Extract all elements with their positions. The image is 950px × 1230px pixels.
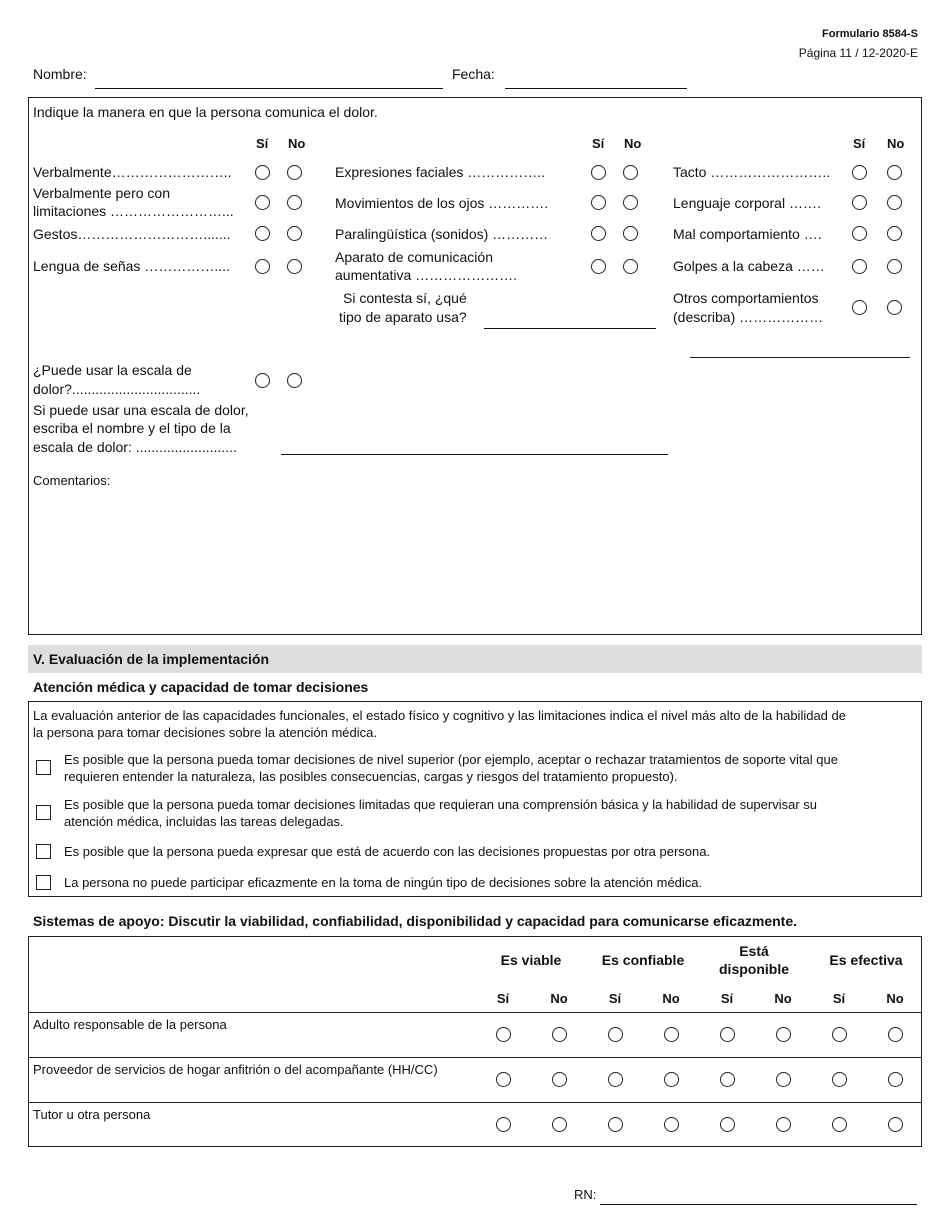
section-v-subtitle: Atención médica y capacidad de tomar decisiones [33, 679, 369, 695]
col-group-reliable: Es confiable [601, 952, 685, 968]
pain-item-label: Tacto …………………….. [673, 164, 831, 180]
body-language-yes-radio[interactable] [852, 195, 867, 210]
pain-item-label: Aparato de comunicación [335, 249, 493, 265]
col2-no-header: No [624, 136, 642, 151]
reliable-yes-header: Sí [608, 991, 622, 1006]
table-divider [28, 1057, 922, 1058]
pain-item-label-2: (describa) ……………… [673, 309, 824, 325]
row1-effective-yes-radio[interactable] [832, 1027, 847, 1042]
other-behavior-no-radio[interactable] [887, 300, 902, 315]
eye-movement-yes-radio[interactable] [591, 195, 606, 210]
row1-effective-no-radio[interactable] [888, 1027, 903, 1042]
form-number: Formulario 8584-S [822, 28, 918, 40]
row3-viable-yes-radio[interactable] [496, 1117, 511, 1132]
row2-effective-no-radio[interactable] [888, 1072, 903, 1087]
gestures-yes-radio[interactable] [255, 226, 270, 241]
facial-no-radio[interactable] [623, 165, 638, 180]
row2-viable-yes-radio[interactable] [496, 1072, 511, 1087]
row1-available-no-radio[interactable] [776, 1027, 791, 1042]
decision-option-text-2: requieren entender la naturaleza, las posibles consecuencias, cargas y riesgos del tratamiento propuesto). [64, 769, 678, 784]
row1-viable-no-radio[interactable] [552, 1027, 567, 1042]
pain-item-label: Paralingüística (sonidos) ………… [335, 226, 549, 242]
device-type-field[interactable] [484, 328, 656, 329]
verbal-yes-radio[interactable] [255, 165, 270, 180]
decision-intro-2: la persona para tomar decisiones sobre la atención médica. [33, 725, 377, 740]
decision-option-text: La persona no puede participar eficazmente en la toma de ningún tipo de decisiones sobre la atención médica. [64, 875, 703, 890]
row3-viable-no-radio[interactable] [552, 1117, 567, 1132]
col2-yes-header: Sí [592, 136, 605, 151]
eye-movement-no-radio[interactable] [623, 195, 638, 210]
row2-effective-yes-radio[interactable] [832, 1072, 847, 1087]
pain-item-label: Lengua de señas …………….... [33, 258, 230, 274]
row3-effective-no-radio[interactable] [888, 1117, 903, 1132]
decision-intro: La evaluación anterior de las capacidades funcionales, el estado físico y cognitivo y las limitaciones indica el nivel más alto de la habilidad de [33, 708, 846, 723]
table-divider [28, 1012, 922, 1013]
row2-available-yes-radio[interactable] [720, 1072, 735, 1087]
effective-yes-header: Sí [832, 991, 846, 1006]
decision-option-3-checkbox[interactable] [36, 844, 51, 859]
reliable-no-header: No [662, 991, 680, 1006]
page-info: Página 11 / 12-2020-E [798, 46, 918, 60]
row1-reliable-yes-radio[interactable] [608, 1027, 623, 1042]
row3-available-yes-radio[interactable] [720, 1117, 735, 1132]
col-group-available: Está [739, 943, 769, 959]
col-group-effective: Es efectiva [829, 952, 903, 968]
decision-option-2-checkbox[interactable] [36, 805, 51, 820]
pain-item-label: Expresiones faciales …………….. [335, 164, 546, 180]
col3-no-header: No [887, 136, 905, 151]
row1-viable-yes-radio[interactable] [496, 1027, 511, 1042]
verbal-no-radio[interactable] [287, 165, 302, 180]
row2-reliable-yes-radio[interactable] [608, 1072, 623, 1087]
other-behavior-yes-radio[interactable] [852, 300, 867, 315]
row2-available-no-radio[interactable] [776, 1072, 791, 1087]
comments-area[interactable] [33, 492, 913, 628]
col1-yes-header: Sí [256, 136, 269, 151]
row1-available-yes-radio[interactable] [720, 1027, 735, 1042]
device-question-2: tipo de aparato usa? [339, 309, 467, 325]
decision-option-1-checkbox[interactable] [36, 760, 51, 775]
row3-effective-yes-radio[interactable] [832, 1117, 847, 1132]
row2-viable-no-radio[interactable] [552, 1072, 567, 1087]
section-v-title: V. Evaluación de la implementación [33, 651, 270, 667]
row3-reliable-yes-radio[interactable] [608, 1117, 623, 1132]
available-no-header: No [774, 991, 792, 1006]
pain-item-label-2: aumentativa …………………. [335, 267, 518, 283]
available-yes-header: Sí [720, 991, 734, 1006]
misbehavior-no-radio[interactable] [887, 226, 902, 241]
decision-option-text-2: atención médica, incluidas las tareas delegadas. [64, 814, 344, 829]
date-field[interactable] [505, 88, 687, 89]
pain-item-label: Otros comportamientos [673, 290, 819, 306]
device-question: Si contesta sí, ¿qué [343, 290, 467, 306]
support-title: Sistemas de apoyo: Discutir la viabilidad, confiabilidad, disponibilidad y capacidad para comunicarse eficazmente. [33, 913, 797, 929]
col-group-viable: Es viable [500, 952, 562, 968]
pain-item-label-2: limitaciones ……………………... [33, 203, 234, 219]
body-language-no-radio[interactable] [887, 195, 902, 210]
scale-name-prompt-2: escriba el nombre y el tipo de la [33, 420, 231, 436]
verbal-limited-no-radio[interactable] [287, 195, 302, 210]
aac-device-yes-radio[interactable] [591, 259, 606, 274]
decision-option-text: Es posible que la persona pueda tomar decisiones de nivel superior (por ejemplo, aceptar o rechazar tratamientos de soporte vital que [64, 752, 838, 767]
row3-reliable-no-radio[interactable] [664, 1117, 679, 1132]
misbehavior-yes-radio[interactable] [852, 226, 867, 241]
comments-label: Comentarios: [33, 473, 111, 488]
col1-no-header: No [288, 136, 306, 151]
verbal-limited-yes-radio[interactable] [255, 195, 270, 210]
pain-item-label: Verbalmente pero con [33, 185, 170, 201]
rn-signature-field[interactable] [600, 1204, 917, 1205]
paralinguistic-yes-radio[interactable] [591, 226, 606, 241]
effective-no-header: No [886, 991, 904, 1006]
row3-available-no-radio[interactable] [776, 1117, 791, 1132]
name-label: Nombre: [33, 66, 87, 82]
col-group-available-2: disponible [719, 961, 789, 977]
head-banging-yes-radio[interactable] [852, 259, 867, 274]
pain-item-label: Mal comportamiento …. [673, 226, 822, 242]
decision-option-4-checkbox[interactable] [36, 875, 51, 890]
pain-scale-question: ¿Puede usar la escala de [33, 362, 192, 378]
viable-no-header: No [550, 991, 568, 1006]
date-label: Fecha: [452, 66, 495, 82]
touch-no-radio[interactable] [887, 165, 902, 180]
col3-yes-header: Sí [853, 136, 866, 151]
rn-label: RN: [574, 1187, 597, 1202]
pain-item-label: Gestos………………………....... [33, 226, 231, 242]
scale-name-prompt-3: escala de dolor: .......................... [33, 439, 237, 455]
sign-language-no-radio[interactable] [287, 259, 302, 274]
pain-scale-yes-radio[interactable] [255, 373, 270, 388]
pain-scale-question-2: dolor?................................. [33, 381, 201, 397]
support-row-label: Tutor u otra persona [33, 1107, 151, 1122]
scale-name-field[interactable] [281, 454, 668, 455]
head-banging-no-radio[interactable] [887, 259, 902, 274]
viable-yes-header: Sí [496, 991, 510, 1006]
pain-prompt: Indique la manera en que la persona comunica el dolor. [33, 104, 378, 120]
scale-name-prompt: Si puede usar una escala de dolor, [33, 402, 249, 418]
support-row-label: Adulto responsable de la persona [33, 1017, 227, 1032]
row1-reliable-no-radio[interactable] [664, 1027, 679, 1042]
pain-scale-no-radio[interactable] [287, 373, 302, 388]
touch-yes-radio[interactable] [852, 165, 867, 180]
sign-language-yes-radio[interactable] [255, 259, 270, 274]
table-divider [28, 1102, 922, 1103]
gestures-no-radio[interactable] [287, 226, 302, 241]
paralinguistic-no-radio[interactable] [623, 226, 638, 241]
pain-item-label: Lenguaje corporal ……. [673, 195, 821, 211]
pain-item-label: Movimientos de los ojos …………. [335, 195, 549, 211]
facial-yes-radio[interactable] [591, 165, 606, 180]
pain-item-label: Verbalmente…………………….. [33, 164, 232, 180]
support-row-label: Proveedor de servicios de hogar anfitrión o del acompañante (HH/CC) [33, 1062, 438, 1077]
pain-item-label: Golpes a la cabeza …… [673, 258, 825, 274]
aac-device-no-radio[interactable] [623, 259, 638, 274]
decision-option-text: Es posible que la persona pueda tomar decisiones limitadas que requieran una comprensión básica y la habilidad de supervisar su [64, 797, 818, 812]
name-field[interactable] [95, 88, 443, 89]
other-behavior-field[interactable] [690, 357, 910, 358]
decision-option-text: Es posible que la persona pueda expresar que está de acuerdo con las decisiones propuestas por otra persona. [64, 844, 711, 859]
row2-reliable-no-radio[interactable] [664, 1072, 679, 1087]
